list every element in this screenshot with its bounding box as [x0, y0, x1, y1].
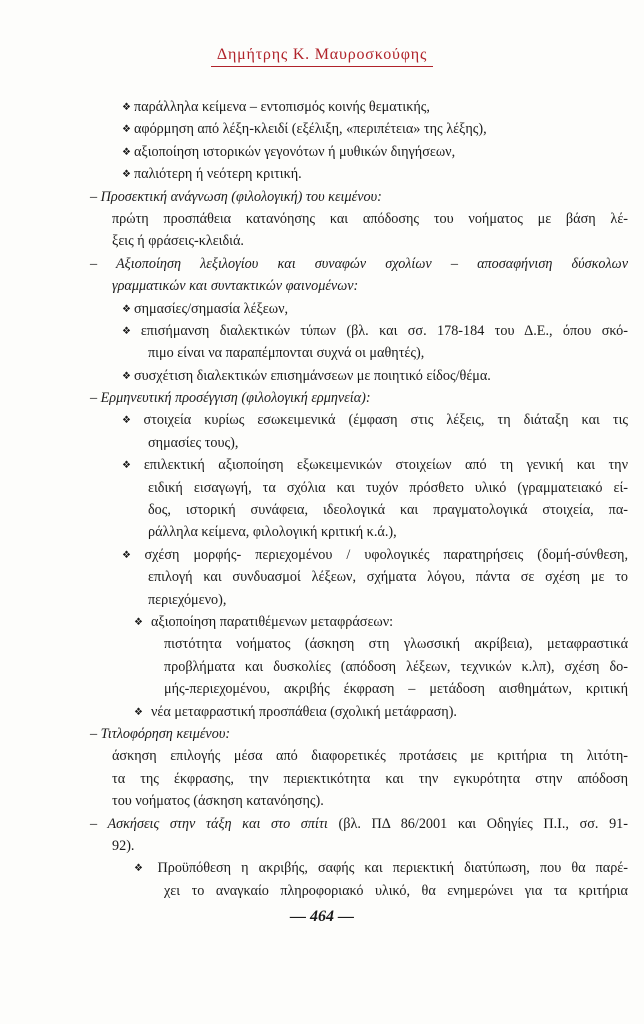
text-line [112, 768, 628, 790]
line-text: ράλληλα κείμενα, φιλολογική κριτική κ.ά.), [148, 524, 397, 541]
line-text: πιμο είναι να παραπέμπονται συχνά οι μαθητές), [148, 345, 425, 362]
diamond-bullet-icon: ❖ [134, 706, 143, 718]
diamond-bullet-icon: ❖ [122, 549, 142, 561]
text-line [112, 275, 628, 297]
line-text: περιεχόμενο), [148, 591, 227, 608]
text-line [90, 813, 628, 835]
text-line [112, 678, 628, 700]
line-text: προβλήματα και δυσκολίες (απόδοση λέξεων, τεχνικών κ.λπ), σχέση δο- [164, 658, 628, 675]
text-line [112, 298, 628, 320]
line-text: 92). [112, 837, 135, 854]
text-line [112, 633, 628, 655]
diamond-bullet-icon: ❖ [122, 102, 131, 113]
diamond-bullet-icon: ❖ [122, 415, 141, 427]
text-line [112, 141, 628, 163]
line-text: άσκηση επιλογής μέσα από διαφορετικές προτάσεις με κριτήρια τη λιτότη- [112, 748, 628, 765]
text-line [112, 880, 628, 902]
text-line [112, 96, 628, 118]
line-text: – Αξιοποίηση λεξιλογίου και συναφών σχολίων – αποσαφήνιση δύσκολων [90, 255, 628, 272]
text-line [112, 163, 628, 185]
line-text: αφόρμηση από λέξη-κλειδί (εξέλιξη, «περιπέτεια» της λέξης), [133, 121, 487, 138]
text-line [112, 745, 628, 767]
line-text: – Τιτλοφόρηση κειμένου: [90, 725, 231, 742]
line-text: – Ερμηνευτική προσέγγιση (φιλολογική ερμηνεία): [90, 390, 371, 407]
line-text: τα της έκφρασης, την περιεκτικότητα και την εγκυρότητα στην απόδοση [112, 770, 628, 787]
line-text: Προϋπόθεση η ακριβής, σαφής και περιεκτική διατύπωση, που θα παρέ- [157, 860, 628, 877]
text-line [112, 835, 628, 857]
line-text: σημασίες/σημασία λέξεων, [133, 300, 289, 317]
line-text: δος, ιστορική συνάφεια, ιδεολογικά και πραγματολογικά στοιχεία, πα- [148, 502, 628, 519]
diamond-bullet-icon: ❖ [122, 460, 141, 472]
diamond-bullet-icon: ❖ [122, 146, 131, 158]
line-text: στοιχεία κυρίως εσωκειμενικά (έμφαση στις λέξεις, τη διάταξη και τις [143, 412, 628, 429]
text-line [90, 387, 628, 409]
line-text: σημασίες τους), [148, 434, 239, 451]
text-line [90, 723, 628, 745]
diamond-bullet-icon: ❖ [122, 169, 131, 181]
diamond-bullet-icon: ❖ [122, 124, 131, 136]
text-line [112, 230, 628, 252]
line-text: αξιοποίηση ιστορικών γεγονότων ή μυθικών διηγήσεων, [133, 143, 456, 160]
line-text: του νοήματος (άσκηση κατανόησης). [112, 793, 324, 810]
text-line [112, 521, 628, 543]
line-text-italic: – Ασκήσεις στην τάξη και στο σπίτι [90, 815, 328, 832]
line-text: μής-περιεχομένου, ακριβής έκφραση – μετάδοση αισθημάτων, κριτική [164, 681, 628, 698]
text-line [112, 409, 628, 431]
text-line [112, 342, 628, 364]
text-line [112, 499, 628, 521]
line-text: – Προσεκτική ανάγνωση (φιλολογική) του κειμένου: [90, 188, 382, 205]
text-line [112, 477, 628, 499]
text-line [90, 253, 628, 275]
text-line [112, 454, 628, 476]
text-line [112, 611, 628, 633]
diamond-bullet-icon: ❖ [122, 325, 138, 337]
line-text: παλιότερη ή νεότερη κριτική. [133, 166, 302, 183]
line-text: αξιοποίηση παρατιθέμενων μεταφράσεων: [150, 613, 394, 630]
line-text: παράλληλα κείμενα – εντοπισμός κοινής θεματικής, [133, 99, 430, 115]
line-text: ειδική εισαγωγή, τα σχόλια και τυχόν πρόσθετο υλικό (γραμματειακό εί- [148, 479, 628, 496]
line-text: σχέση μορφής- περιεχομένου / υφολογικές παρατηρήσεις (δομή-σύνθεση, [144, 546, 628, 563]
text-line [112, 320, 628, 342]
text-line [112, 432, 628, 454]
text-line [112, 544, 628, 566]
line-text: επιλογή και συνδυασμοί λέξεων, σχήματα λόγου, πάντα σε σχέση με το [148, 569, 628, 586]
line-text: επιλεκτική αξιοποίηση εξωκειμενικών στοιχείων από τη γενική και την [143, 457, 628, 474]
text-line [112, 857, 628, 879]
page-body [90, 96, 628, 902]
line-text: νέα μεταφραστική προσπάθεια (σχολική μετάφραση). [150, 703, 457, 720]
line-text: πιστότητα νοήματος (άσκηση στη γλωσσική ακρίβεια), μεταφραστικά [164, 636, 628, 653]
line-text: χει το αναγκαίο πληροφοριακό υλικό, θα ενημερώνει για τα κριτήρια [164, 882, 628, 899]
line-text: (βλ. ΠΔ 86/2001 και Οδηγίες Π.Ι., σσ. 91- [327, 815, 628, 832]
diamond-bullet-icon: ❖ [134, 616, 143, 628]
diamond-bullet-icon: ❖ [122, 370, 131, 382]
author-name: Δημήτρης Κ. Μαυροσκούφης [211, 46, 433, 67]
line-text: γραμματικών και συντακτικών φαινομένων: [112, 278, 359, 295]
line-text: ξεις ή φράσεις-κλειδιά. [112, 233, 244, 250]
page-number: — 464 — [290, 908, 354, 925]
text-line [112, 365, 628, 387]
line-text: πρώτη προσπάθεια κατανόησης και απόδοσης του νοήματος με βάση λέ- [112, 210, 628, 227]
text-line [112, 656, 628, 678]
text-line [90, 186, 628, 208]
text-line [112, 118, 628, 140]
line-text: συσχέτιση διαλεκτικών επισημάνσεων με ποιητικό είδος/θέμα. [133, 367, 491, 384]
text-line [112, 701, 628, 723]
running-header [0, 46, 644, 67]
line-text: επισήμανση διαλεκτικών τύπων (βλ. και σσ. 178-184 του Δ.Ε., όπου σκό- [140, 322, 628, 339]
text-line [112, 566, 628, 588]
text-line [112, 589, 628, 611]
diamond-bullet-icon: ❖ [134, 863, 150, 875]
text-line [112, 208, 628, 230]
diamond-bullet-icon: ❖ [122, 303, 131, 315]
text-line [112, 790, 628, 812]
